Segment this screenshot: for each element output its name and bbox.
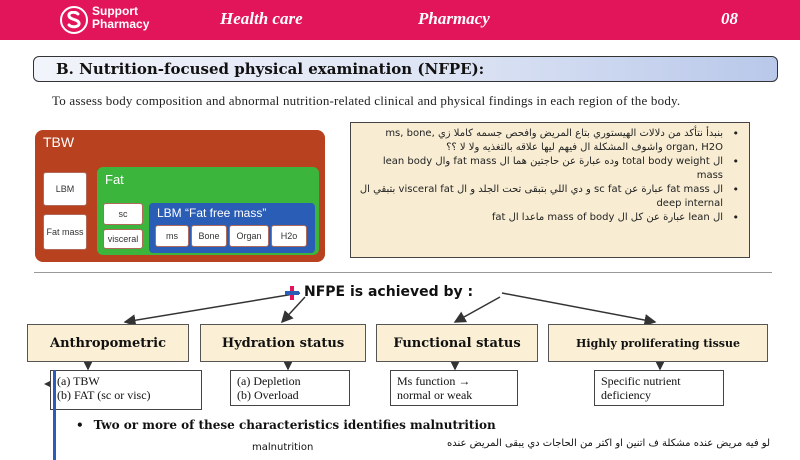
brand-line-2: Pharmacy xyxy=(92,17,150,31)
detail-line: (a) Depletion xyxy=(237,374,301,388)
note-item: • ال total body weight وده عبارة عن حاجتين هما ال fat mass وال lean body mass xyxy=(359,155,739,183)
branch-anthropometric: Anthropometric xyxy=(27,324,189,362)
anthropometric-details xyxy=(50,370,202,410)
detail-line: deficiency xyxy=(601,388,651,402)
tbw-label: TBW xyxy=(43,134,75,150)
page-number: 08 xyxy=(721,9,738,28)
branch-functional-status: Functional status xyxy=(376,324,538,362)
visceral-cell: visceral xyxy=(103,229,143,249)
nfpe-title: NFPE is achieved by : xyxy=(304,284,474,300)
sc-cell: sc xyxy=(103,203,143,225)
detail-line: normal or weak xyxy=(397,388,473,402)
note-item: • بنبدأ نتأكد من دلالات الهيستوري بتاع المريض وافحص جسمه كاملا زي ms, bone, organ, H2O واشوف المشكلة ال فيهم ليها علاقه بالتغذيه ولا لا ؟؟ xyxy=(359,127,739,155)
intro-text: To assess body composition and abnormal nutrition-related clinical and physical findings in each region of the body. xyxy=(52,93,681,108)
note-item: • ال lean عبارة عن كل ال mass of body ماعدا ال fat xyxy=(359,211,739,225)
detail-line: (b) Overload xyxy=(237,388,299,402)
section-title: B. Nutrition-focused physical examination (NFPE): xyxy=(56,60,485,78)
lbm-cell: LBM xyxy=(43,172,87,206)
malnutrition-word: malnutrition xyxy=(252,442,314,453)
malnutrition-bullet xyxy=(76,418,496,432)
detail-line: (b) FAT (sc or visc) xyxy=(57,388,151,402)
functional-details xyxy=(390,370,518,406)
fat-label: Fat xyxy=(105,172,124,187)
brand-line-1: Support xyxy=(92,4,138,18)
bullet-text: Two or more of these characteristics identifies malnutrition xyxy=(93,418,496,432)
fat-mass-cell: Fat mass xyxy=(43,214,87,250)
header-title-health-care: Health care xyxy=(220,9,303,28)
hydration-details xyxy=(230,370,350,406)
arabic-bullet-note: لو فيه مريض عنده مشكلة ف اتنين او اكتر من الحاجات دي يبقى المريض عنده xyxy=(446,438,770,449)
component-bone: Bone xyxy=(191,225,227,247)
bullet-dot: • xyxy=(76,418,84,432)
branch-hydration-status: Hydration status xyxy=(200,324,366,362)
cross-marker-icon xyxy=(285,285,299,304)
branch-highly-proliferating-tissue: Highly proliferating tissue xyxy=(548,324,768,362)
component-organ: Organ xyxy=(229,225,269,247)
header-title-pharmacy: Pharmacy xyxy=(418,9,490,28)
left-accent-line xyxy=(53,370,56,460)
note-item: • ال fat mass عبارة عن sc fat و دي اللي بتبقى تحت الجلد و ال visceral fat بتبقي ال deep internal xyxy=(359,183,739,211)
component-ms: ms xyxy=(155,225,189,247)
component-h2o: H2o xyxy=(271,225,307,247)
detail-line: Ms function → xyxy=(397,374,471,388)
detail-line: (a) TBW xyxy=(57,374,100,388)
detail-line: Specific nutrient xyxy=(601,374,681,388)
lbm-title: LBM “Fat free mass” xyxy=(157,206,267,220)
proliferating-details xyxy=(594,370,724,406)
